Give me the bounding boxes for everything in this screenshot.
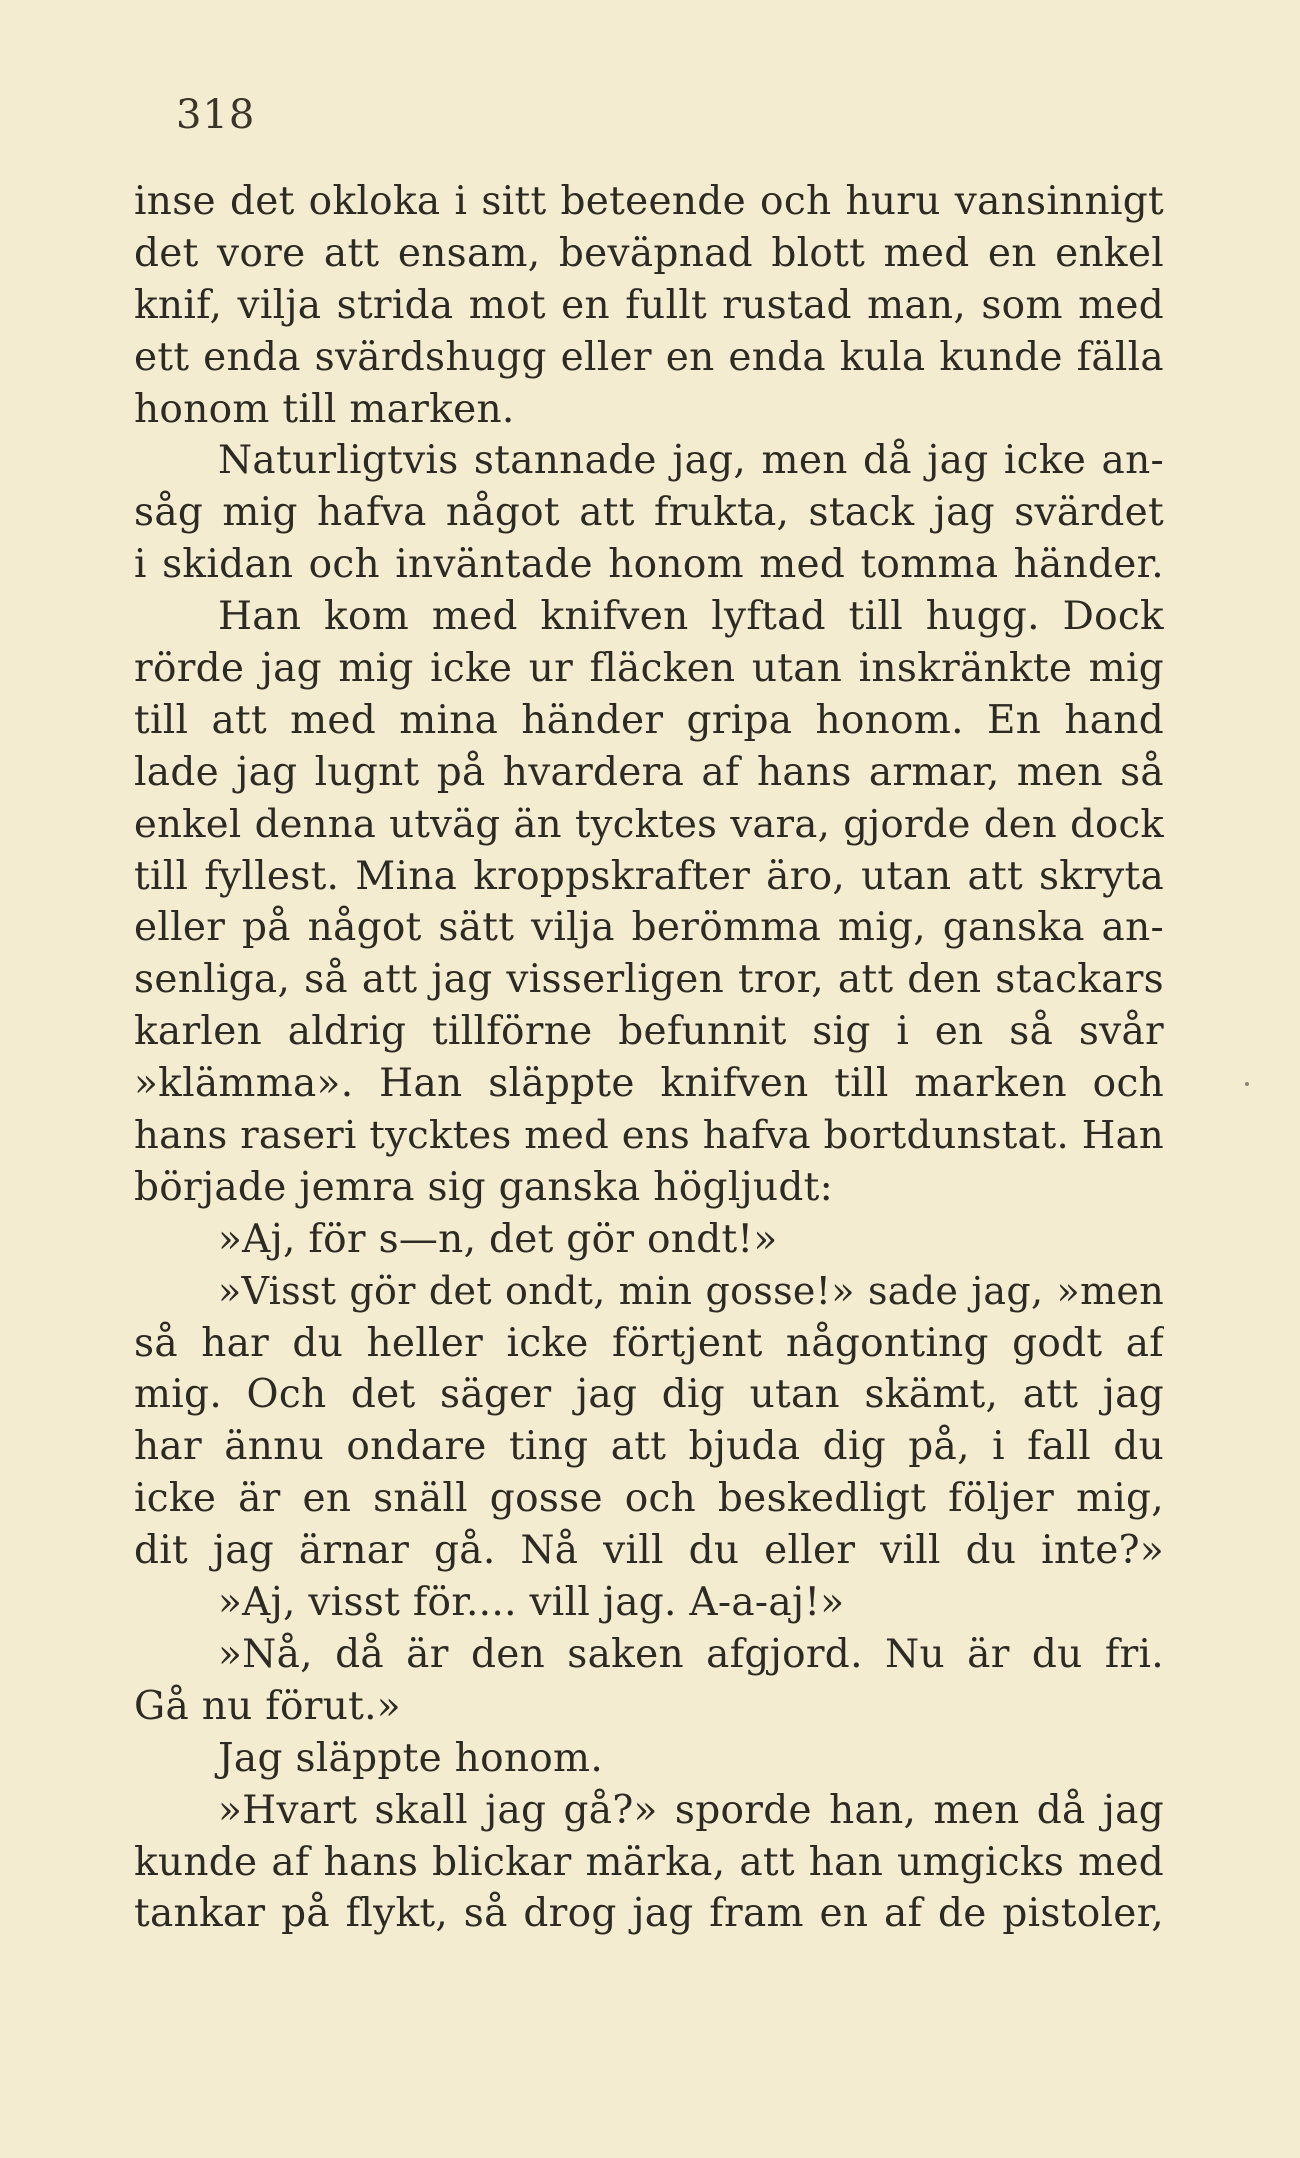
text-line: Gå nu förut.» — [134, 1683, 401, 1729]
text-line: inse det okloka i sitt beteende och huru vansinnigt — [134, 179, 1164, 224]
text-line: »klämma». Han släppte knifven till marken och — [134, 1061, 1164, 1107]
text-line: hans raseri tycktes med ens hafva bortdunstat. Han — [134, 1113, 1164, 1159]
text-line: senliga, så att jag visserligen tror, att den stackars — [134, 957, 1164, 1003]
text-line: så har du heller icke förtjent någonting godt af — [134, 1320, 1164, 1366]
text-line: eller på något sätt vilja berömma mig, ganska an- — [134, 905, 1164, 951]
text-line: Han kom med knifven lyftad till hugg. Dock — [218, 594, 1164, 640]
text-line: ett enda svärdshugg eller en enda kula kunde fälla — [134, 334, 1164, 380]
text-line: det vore att ensam, beväpnad blott med en enkel — [134, 230, 1164, 276]
text-line: såg mig hafva något att frukta, stack jag svärdet — [134, 490, 1164, 536]
text-line: karlen aldrig tillförne befunnit sig i en så svår — [134, 1009, 1164, 1055]
text-line: mig. Och det säger jag dig utan skämt, att jag — [134, 1372, 1164, 1418]
text-line: »Nå, då är den saken afgjord. Nu är du fri. — [218, 1631, 1164, 1677]
text-line: i skidan och inväntade honom med tomma händer. — [134, 542, 1164, 588]
text-line: dit jag ärnar gå. Nå vill du eller vill du inte?» — [134, 1528, 1164, 1574]
text-line: icke är en snäll gosse och beskedligt följer mig, — [134, 1476, 1164, 1522]
text-line: Jag släppte honom. — [218, 1735, 604, 1781]
page-number: 318 — [176, 92, 256, 138]
text-line: började jemra sig ganska högljudt: — [134, 1164, 834, 1210]
text-line: kunde af hans blickar märka, att han umgicks med — [134, 1839, 1164, 1885]
text-line: till fyllest. Mina kroppskrafter äro, utan att skryta — [134, 853, 1164, 899]
text-line: »Aj, visst för.... vill jag. A-a-aj!» — [218, 1580, 845, 1626]
text-line: lade jag lugnt på hvardera af hans armar, men så — [134, 749, 1164, 795]
text-line: »Hvart skall jag gå?» sporde han, men då jag — [218, 1787, 1164, 1833]
text-line: »Aj, för s—n, det gör ondt!» — [218, 1216, 778, 1262]
text-line: honom till marken. — [134, 386, 515, 432]
text-line: knif, vilja strida mot en fullt rustad man, som med — [134, 282, 1164, 328]
text-line: enkel denna utväg än tycktes vara, gjorde den dock — [134, 801, 1164, 847]
body-text — [134, 176, 1164, 1940]
text-line: rörde jag mig icke ur fläcken utan inskränkte mig — [134, 646, 1164, 692]
text-line: till att med mina händer gripa honom. En hand — [134, 697, 1164, 743]
print-speck — [1245, 1082, 1249, 1086]
text-line: tankar på flykt, så drog jag fram en af de pistoler, — [134, 1891, 1164, 1937]
text-line: »Visst gör det ondt, min gosse!» sade jag, »men — [218, 1268, 1164, 1313]
text-line: Naturligtvis stannade jag, men då jag icke an- — [218, 438, 1164, 484]
text-line: har ännu ondare ting att bjuda dig på, i fall du — [134, 1424, 1164, 1470]
